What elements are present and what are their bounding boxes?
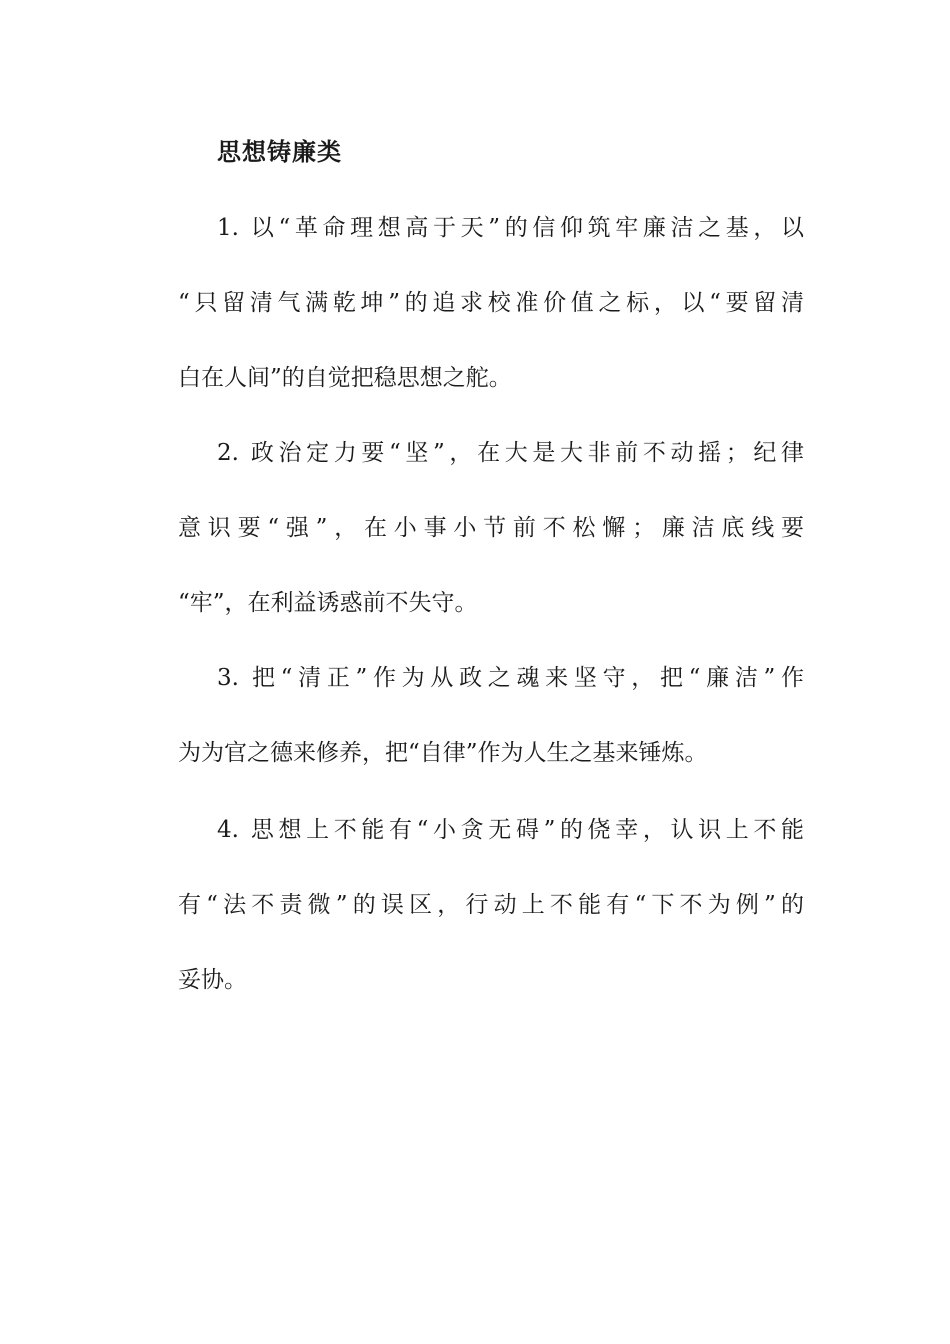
paragraph-4-line-1: 4. 思想上不能有“小贪无碍”的侥幸，认识上不能: [217, 817, 804, 843]
paragraph-2-line-3: “牢”，在利益诱惑前不失守。: [178, 590, 478, 616]
paragraph-4-line-3: 妥协。: [178, 967, 247, 993]
paragraph-2-line-2: 意识要“强”，在小事小节前不松懈；廉洁底线要: [178, 515, 804, 541]
page-title: 思想铸廉类: [217, 138, 342, 166]
paragraph-1-line-3: 白在人间”的自觉把稳思想之舵。: [178, 365, 512, 391]
paragraph-4-line-2: 有“法不责微”的误区，行动上不能有“下不为例”的: [178, 892, 804, 918]
paragraph-1-line-2: “只留清气满乾坤”的追求校准价值之标，以“要留清: [178, 290, 804, 316]
paragraph-3-line-2: 为为官之德来修养，把“自律”作为人生之基来锤炼。: [178, 740, 708, 766]
paragraph-1-line-1: 1. 以“革命理想高于天”的信仰筑牢廉洁之基，以: [217, 215, 804, 241]
paragraph-3-line-1: 3. 把“清正”作为从政之魂来坚守，把“廉洁”作: [217, 665, 804, 691]
paragraph-2-line-1: 2. 政治定力要“坚”，在大是大非前不动摇；纪律: [217, 440, 804, 466]
